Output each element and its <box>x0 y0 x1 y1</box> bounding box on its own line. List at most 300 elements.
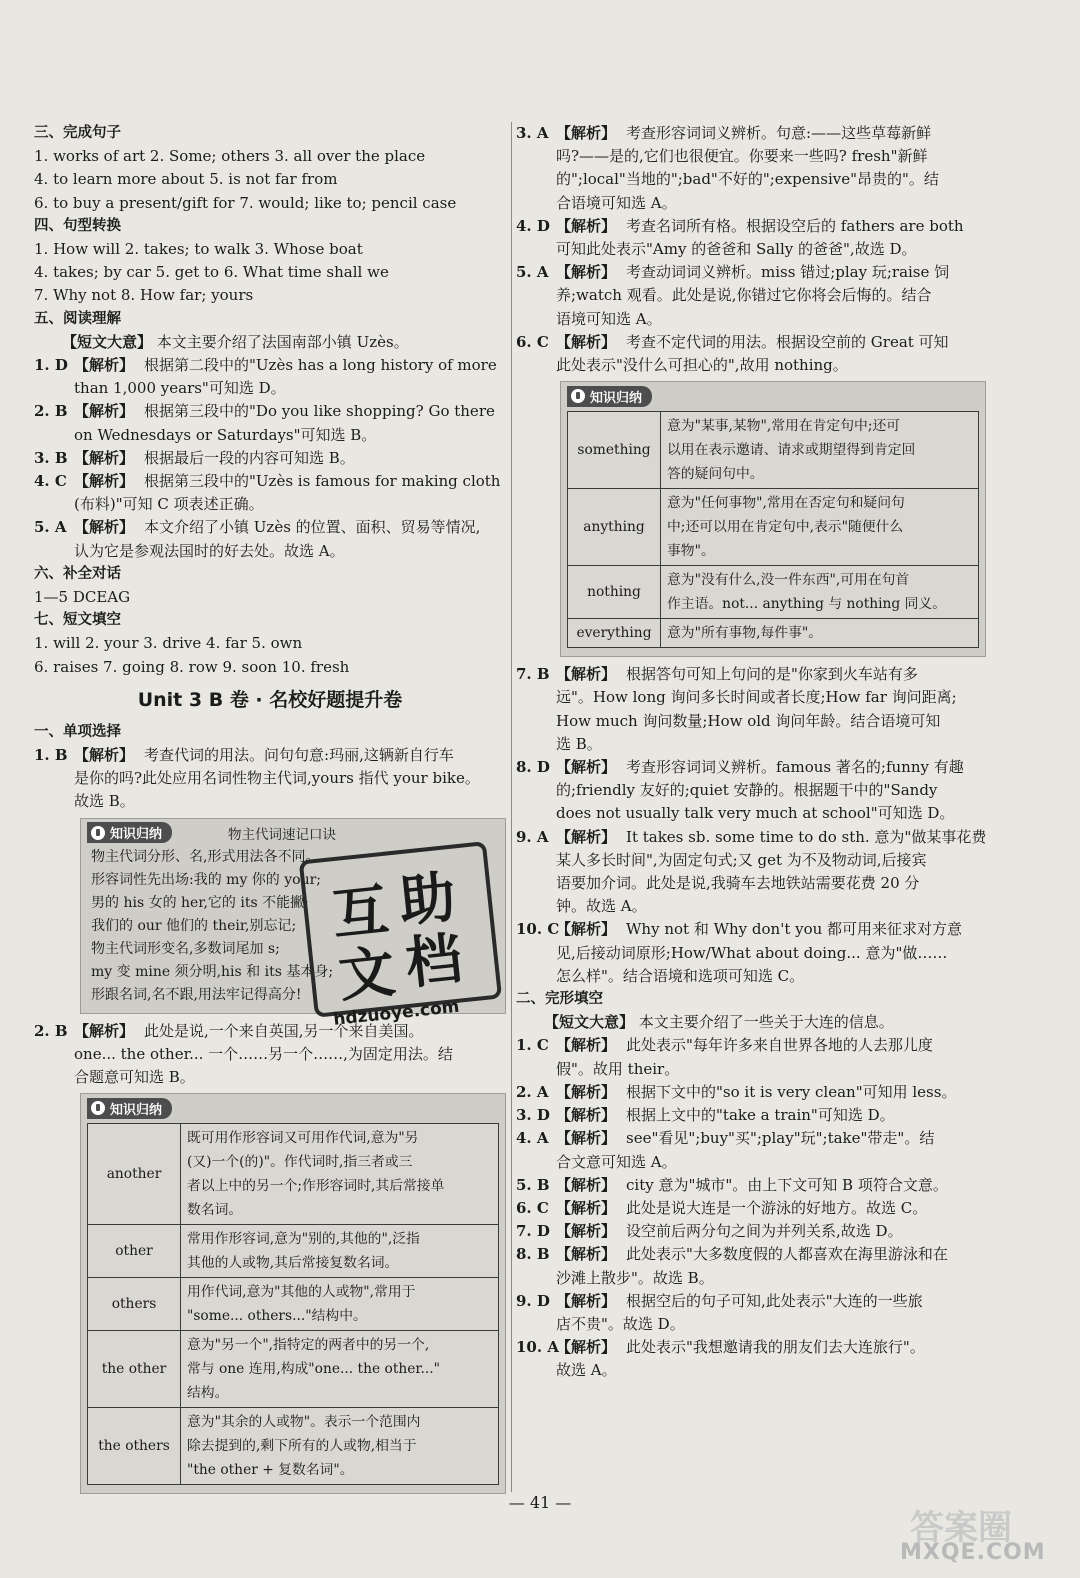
table-desc <box>661 412 979 489</box>
answer-line: 6. raises 7. going 8. row 9. soon 10. fresh <box>34 657 350 676</box>
question-line <box>34 1043 506 1066</box>
question-line <box>516 1243 986 1266</box>
question-text <box>556 145 986 168</box>
table-desc <box>181 1225 499 1278</box>
question-text <box>74 447 506 470</box>
question-text <box>556 1290 986 1313</box>
watermark-title: 答案圈 <box>910 1508 1012 1548</box>
table-desc-line: 者以上中的另一个;作形容词时,其后常接单 <box>187 1178 445 1195</box>
question-text <box>556 1197 986 1220</box>
explanation-text: 此处表示"每年许多来自世界各地的人去那儿度 <box>626 1036 933 1055</box>
analysis-tag: 【解析】 <box>556 665 617 684</box>
table-row <box>88 1408 499 1485</box>
table-desc-line: 结构。 <box>187 1385 229 1402</box>
watermark-site: MXQE.COM <box>900 1540 1046 1565</box>
question-line <box>516 1359 986 1382</box>
mnemonic-line: 物主代词分形、名,形式用法各不同。 <box>91 848 320 865</box>
table-key: another <box>88 1124 181 1225</box>
explanation-text: 养;watch 观看。此处是说,你错过它你将会后悔的。结合 <box>556 286 932 305</box>
explanation-text: 根据上文中的"take a train"可知选 D。 <box>626 1106 895 1125</box>
analysis-tag: 【解析】 <box>74 518 135 537</box>
question-line <box>516 1151 986 1174</box>
explanation-text: 故选 A。 <box>556 1361 617 1380</box>
explanation-text: 是你的吗?此处应用名词性物主代词,yours 指代 your bike。 <box>74 769 480 788</box>
question-line <box>34 424 506 447</box>
question-line <box>34 447 506 470</box>
explanation-text: How much 询问数量;How old 询问年龄。结合语境可知 <box>556 711 941 730</box>
explanation-text: on Wednesdays or Saturdays"可知选 B。 <box>74 425 377 444</box>
watermark-logo <box>900 1500 1070 1570</box>
question-line <box>516 261 986 284</box>
question-line <box>516 308 986 331</box>
question-text <box>556 1034 986 1057</box>
question-line <box>516 1336 986 1359</box>
analysis-tag: 【解析】 <box>556 124 617 142</box>
question-number <box>516 192 556 215</box>
analysis-tag: 【解析】 <box>556 1106 617 1125</box>
question-number: 5. B <box>516 1175 550 1194</box>
question-text <box>556 686 986 709</box>
section-heading: 二、完形填空 <box>516 991 603 1008</box>
question-text <box>74 493 506 516</box>
explanation-text: 此处是说大连是一个游泳的好地方。故选 C。 <box>626 1198 928 1217</box>
explanation-text: It takes sb. some time to do sth. 意为"做某事花费 <box>626 827 986 846</box>
question-item <box>516 261 986 331</box>
explanation-text: 吗?——是的,它们也很便宜。你要来一些吗? fresh"新鲜 <box>556 147 928 166</box>
question-item <box>516 1220 986 1243</box>
question-number <box>516 779 556 802</box>
stamp-char: 互 <box>329 877 392 949</box>
explanation-text: 根据下文中的"so it is very clean"可知用 less。 <box>626 1082 957 1101</box>
question-text <box>74 400 506 423</box>
question-line <box>34 540 506 563</box>
question-number <box>516 1058 556 1081</box>
answer-line: 1. works of art 2. Some; others 3. all over the place <box>34 147 426 166</box>
question-item <box>516 1243 986 1289</box>
question-item <box>34 400 506 446</box>
question-line <box>34 790 506 813</box>
question-number <box>516 1151 556 1174</box>
question-line <box>34 744 506 767</box>
summary-text: 本文主要介绍了一些关于大连的信息。 <box>638 1013 894 1032</box>
question-line <box>516 779 986 802</box>
analysis-tag: 【解析】 <box>556 827 617 846</box>
knowledge-label-text: 知识归纳 <box>590 390 643 406</box>
question-number <box>516 238 556 261</box>
lightbulb-icon <box>91 826 105 840</box>
question-number: 5. A <box>516 263 549 282</box>
lightbulb-icon <box>91 1101 105 1115</box>
knowledge-table <box>567 411 979 648</box>
question-line <box>34 493 506 516</box>
explanation-text: one... the other... 一个……另一个……,为固定用法。结 <box>74 1044 453 1063</box>
section-heading: 三、完成句子 <box>34 125 121 141</box>
answer-line: 1. will 2. your 3. drive 4. far 5. own <box>34 634 303 653</box>
knowledge-box <box>80 1093 506 1494</box>
stamp-url: hdzuoye.com <box>332 996 461 1030</box>
answer-line: 4. takes; by car 5. get to 6. What time shall we <box>34 263 389 282</box>
question-text <box>74 516 506 539</box>
knowledge-label-text: 知识归纳 <box>110 1102 163 1118</box>
question-line <box>516 168 986 191</box>
table-desc <box>181 1278 499 1331</box>
question-text <box>74 1043 506 1066</box>
question-text <box>74 424 506 447</box>
summary-line <box>516 1011 986 1034</box>
question-text <box>556 965 986 988</box>
knowledge-label-text: 知识归纳 <box>110 827 163 843</box>
stamp-char: 助 <box>396 864 459 936</box>
table-desc-line: 意为"另一个",指特定的两者中的另一个, <box>187 1337 430 1354</box>
question-item <box>34 470 506 516</box>
box-header <box>81 1094 505 1119</box>
explanation-text: 考查形容词词义辨析。famous 著名的;funny 有趣 <box>626 758 964 777</box>
table-desc-line: 答的疑问句中。 <box>667 466 764 483</box>
table-desc <box>181 1331 499 1408</box>
stamp-char: 文 <box>335 939 399 1010</box>
knowledge-label <box>567 386 652 407</box>
explanation-text: 语要加介词。此处是说,我骑车去地铁站需要花费 20 分 <box>556 874 920 893</box>
mnemonic-line: 男的 his 女的 her,它的 its 不能撇; <box>91 894 309 911</box>
table-desc <box>181 1124 499 1225</box>
question-text <box>556 284 986 307</box>
explanation-text: 可知此处表示"Amy 的爸爸和 Sally 的爸爸",故选 D。 <box>556 240 917 259</box>
table-desc-line: (又)一个(的)"。作代词时,指三者或三 <box>187 1154 413 1171</box>
explanation-text: 钟。故选 A。 <box>556 897 647 916</box>
question-text <box>74 767 506 790</box>
question-text <box>74 354 506 377</box>
question-text <box>556 331 986 354</box>
explanation-text: 根据第二段中的"Uzès has a long history of more <box>144 356 497 375</box>
question-line <box>34 516 506 539</box>
explanation-text: 根据第三段中的"Uzès is famous for making cloth <box>144 472 501 491</box>
explanation-text: city 意为"城市"。由上下文可知 B 项符合文意。 <box>626 1175 948 1194</box>
question-number: 1. C <box>516 1036 549 1055</box>
question-number <box>516 710 556 733</box>
analysis-tag: 【解析】 <box>74 356 135 375</box>
question-line <box>34 470 506 493</box>
table-desc-line: 常用作形容词,意为"别的,其他的",泛指 <box>187 1231 420 1248</box>
table-key: the other <box>88 1331 181 1408</box>
table-desc-line: 事物"。 <box>667 543 715 560</box>
question-number <box>516 308 556 331</box>
question-text <box>556 1151 986 1174</box>
question-number: 3. D <box>516 1106 550 1125</box>
question-item <box>516 1104 986 1127</box>
question-item <box>516 1290 986 1336</box>
question-text <box>556 1267 986 1290</box>
question-text <box>556 733 986 756</box>
question-line <box>516 1034 986 1057</box>
question-number: 8. B <box>516 1245 550 1264</box>
question-item <box>34 354 506 400</box>
left-column <box>34 122 506 1500</box>
analysis-tag: 【解析】 <box>556 1129 617 1148</box>
explanation-text: 合文意可知选 A。 <box>556 1152 677 1171</box>
table-key: something <box>568 412 661 489</box>
table-desc-line: 意为"某事,某物",常用在肯定句中;还可 <box>667 418 901 435</box>
question-item <box>516 215 986 261</box>
answer-line: 6. to buy a present/gift for 7. would; like to; pencil case <box>34 193 457 212</box>
table-desc <box>661 619 979 648</box>
table-desc-line: 既可用作形容词又可用作代词,意为"另 <box>187 1130 419 1147</box>
explanation-text: 此处表示"我想邀请我的朋友们去大连旅行"。 <box>626 1338 925 1357</box>
analysis-tag: 【解析】 <box>556 216 617 235</box>
question-number <box>34 790 74 813</box>
mnemonic-line: my 变 mine 须分明,his 和 its 基本身; <box>91 963 334 980</box>
summary-tag: 【短文大意】 <box>62 332 153 351</box>
explanation-text: 此处是说,一个来自英国,另一个来自美国。 <box>144 1021 424 1040</box>
table-desc-line: "some... others..."结构中。 <box>187 1308 367 1325</box>
explanation-text: 怎么样"。结合语境和选项可知选 C。 <box>556 966 805 985</box>
explanation-text: 的;friendly 友好的;quiet 安静的。根据题干中的"Sandy <box>556 781 938 800</box>
question-number: 2. B <box>34 402 68 421</box>
analysis-tag: 【解析】 <box>556 1082 617 1101</box>
explanation-text: 认为它是参观法国时的好去处。故选 A。 <box>74 541 345 560</box>
question-number <box>516 802 556 825</box>
question-line <box>516 1127 986 1150</box>
explanation-text: 故选 B。 <box>74 792 135 811</box>
question-number: 6. C <box>516 1198 549 1217</box>
question-item <box>516 122 986 215</box>
question-text <box>556 1313 986 1336</box>
question-number <box>516 145 556 168</box>
table-row <box>88 1331 499 1408</box>
explanation-text: 考查动词词义辨析。miss 错过;play 玩;raise 饲 <box>626 263 950 282</box>
page-number: — 41 — <box>508 1493 572 1512</box>
explanation-text: 沙滩上散步"。故选 B。 <box>556 1268 714 1287</box>
question-number: 9. A <box>516 827 549 846</box>
table-desc <box>181 1408 499 1485</box>
question-text <box>556 308 986 331</box>
question-number: 7. B <box>516 665 550 684</box>
question-number <box>516 168 556 191</box>
question-number <box>34 540 74 563</box>
explanation-text: 此处表示"没什么可担心的",故用 nothing。 <box>556 356 848 375</box>
question-text <box>74 790 506 813</box>
question-item <box>34 447 506 470</box>
question-number: 1. B <box>34 746 68 765</box>
question-text <box>556 261 986 284</box>
question-line <box>34 377 506 400</box>
question-text <box>556 942 986 965</box>
table-key: nothing <box>568 566 661 619</box>
table-desc-line: 除去提到的,剩下所有的人或物,相当于 <box>187 1438 417 1455</box>
question-line <box>516 1174 986 1197</box>
table-desc-line: 用作代词,意为"其他的人或物",常用于 <box>187 1284 416 1301</box>
section-heading: 七、短文填空 <box>34 612 121 629</box>
table-row <box>88 1278 499 1331</box>
question-text <box>556 1243 986 1266</box>
explanation-text: 合题意可知选 B。 <box>74 1068 195 1087</box>
explanation-text: 某人多长时间",为固定句式;又 get 为不及物动词,后接宾 <box>556 850 927 869</box>
table-key: other <box>88 1225 181 1278</box>
analysis-tag: 【解析】 <box>556 1036 617 1055</box>
analysis-tag: 【解析】 <box>556 332 617 351</box>
question-text <box>556 895 986 918</box>
section-heading: 一、单项选择 <box>34 723 121 740</box>
table-key: others <box>88 1278 181 1331</box>
question-text <box>556 1058 986 1081</box>
table-desc-line: 作主语。not... anything 与 nothing 同义。 <box>667 596 947 613</box>
table-desc-line: 其他的人或物,其后常接复数名词。 <box>187 1255 399 1272</box>
stamp-char: 档 <box>402 926 466 997</box>
question-line <box>516 1220 986 1243</box>
question-line <box>516 1313 986 1336</box>
question-item <box>34 516 506 562</box>
question-number <box>34 377 74 400</box>
question-line <box>516 1104 986 1127</box>
explanation-text: 见,后接动词原形;How/What about doing... 意为"做…… <box>556 943 948 962</box>
question-number <box>516 686 556 709</box>
question-line <box>516 802 986 825</box>
explanation-text: 设空前后两分句之间为并列关系,故选 D。 <box>626 1222 903 1241</box>
section-heading: 六、补全对话 <box>34 565 121 582</box>
analysis-tag: 【解析】 <box>74 448 135 467</box>
explanation-text: 考查名词所有格。根据设空后的 fathers are both <box>626 216 964 235</box>
question-text <box>74 377 506 400</box>
question-number: 2. A <box>516 1082 549 1101</box>
table-desc-line: 常与 one 连用,构成"one... the other..." <box>187 1361 441 1378</box>
mnemonic-line: 物主代词形变名,多数词尾加 s; <box>91 940 280 957</box>
question-line <box>516 1267 986 1290</box>
question-line <box>516 826 986 849</box>
right-column <box>516 122 986 1383</box>
question-number: 6. C <box>516 332 549 351</box>
question-number <box>516 1313 556 1336</box>
question-text <box>556 710 986 733</box>
explanation-text: 选 B。 <box>556 734 602 753</box>
question-line <box>34 400 506 423</box>
question-text <box>556 779 986 802</box>
question-line <box>34 767 506 790</box>
knowledge-label <box>87 822 172 843</box>
answer-line: 7. Why not 8. How far; yours <box>34 286 254 305</box>
table-row <box>568 412 979 489</box>
analysis-tag: 【解析】 <box>74 1021 135 1040</box>
explanation-text: 考查代词的用法。问句句意:玛丽,这辆新自行车 <box>144 746 454 765</box>
question-line <box>516 1081 986 1104</box>
question-text <box>556 849 986 872</box>
explanation-text: Why not 和 Why don't you 都可用来征求对方意 <box>626 920 963 939</box>
table-key: anything <box>568 489 661 566</box>
explanation-text: 根据最后一段的内容可知选 B。 <box>144 448 355 467</box>
answer-line: 4. to learn more about 5. is not far from <box>34 170 338 189</box>
question-number <box>516 1359 556 1382</box>
table-row <box>88 1225 499 1278</box>
explanation-text: 店不贵"。故选 D。 <box>556 1314 685 1333</box>
question-line <box>516 1058 986 1081</box>
question-number: 7. D <box>516 1222 550 1241</box>
question-text <box>74 744 506 767</box>
question-line <box>516 756 986 779</box>
knowledge-box-wrap <box>560 381 986 657</box>
question-text <box>74 540 506 563</box>
explanation-text: 考查不定代词的用法。根据设空前的 Great 可知 <box>626 332 949 351</box>
question-text <box>556 122 986 145</box>
question-text <box>556 1081 986 1104</box>
mnemonic-line: 形跟名词,名不跟,用法牢记得高分! <box>91 986 302 1003</box>
analysis-tag: 【解析】 <box>556 1222 617 1241</box>
summary-text: 本文主要介绍了法国南部小镇 Uzès。 <box>156 332 409 351</box>
question-item <box>516 1336 986 1382</box>
question-number: 9. D <box>516 1291 550 1310</box>
question-line <box>516 895 986 918</box>
question-line <box>516 238 986 261</box>
question-text <box>74 470 506 493</box>
question-text <box>556 756 986 779</box>
explanation-text: than 1,000 years"可知选 D。 <box>74 379 286 398</box>
question-text <box>556 354 986 377</box>
question-number <box>34 767 74 790</box>
question-number <box>516 849 556 872</box>
explanation-text: 合语境可知选 A。 <box>556 193 677 212</box>
table-desc-line: "the other + 复数名词"。 <box>187 1462 354 1479</box>
table-desc-line: 意为"任何事物",常用在否定句和疑问句 <box>667 495 905 512</box>
question-line <box>516 331 986 354</box>
explanation-text: 本文介绍了小镇 Uzès 的位置、面积、贸易等情况, <box>144 518 481 537</box>
question-number: 5. A <box>34 518 67 537</box>
analysis-tag: 【解析】 <box>74 746 135 765</box>
question-number: 10. A <box>516 1338 559 1357</box>
unit-title: Unit 3 B 卷 · 名校好题提升卷 <box>137 688 403 711</box>
question-line <box>516 918 986 941</box>
question-text <box>556 238 986 261</box>
question-number <box>34 1043 74 1066</box>
table-desc-line: 中;还可以用在肯定句中,表示"随便什么 <box>667 519 904 536</box>
box-subtitle: 物主代词速记口诀 <box>228 826 337 843</box>
question-line <box>516 733 986 756</box>
question-line <box>516 710 986 733</box>
knowledge-box-wrap <box>80 1093 506 1494</box>
question-number <box>34 493 74 516</box>
table-desc-line: 意为"没有什么,没一件东西",可用在句首 <box>667 572 910 589</box>
analysis-tag: 【解析】 <box>556 1291 617 1310</box>
question-item <box>516 1034 986 1080</box>
explanation-text: see"看见";buy"买";play"玩";take"带走"。结 <box>626 1129 935 1148</box>
question-text <box>556 1336 986 1359</box>
question-text <box>74 1066 506 1089</box>
question-text <box>556 918 986 941</box>
question-item <box>34 744 506 814</box>
question-text <box>556 215 986 238</box>
knowledge-label <box>87 1098 172 1119</box>
question-text <box>556 1220 986 1243</box>
question-item <box>516 1127 986 1173</box>
table-desc-line: 以用在表示邀请、请求或期望得到肯定回 <box>667 442 916 459</box>
question-number <box>516 284 556 307</box>
analysis-tag: 【解析】 <box>556 1245 617 1264</box>
knowledge-table <box>87 1123 499 1485</box>
explanation-text: 假"。故用 their。 <box>556 1059 680 1078</box>
question-number: 4. A <box>516 1129 549 1148</box>
analysis-tag: 【解析】 <box>556 1175 617 1194</box>
lightbulb-icon <box>571 389 585 403</box>
question-number: 8. D <box>516 758 550 777</box>
table-key: the others <box>88 1408 181 1485</box>
explanation-text: does not usually talk very much at school"可知选 D。 <box>556 804 955 823</box>
question-text <box>556 1359 986 1382</box>
explanation-text: (布料)"可知 C 项表述正确。 <box>74 495 264 514</box>
mnemonic-line: 形容词性先出场:我的 my 你的 your; <box>91 871 322 888</box>
question-line <box>516 1197 986 1220</box>
table-desc-line: 意为"所有事物,每件事"。 <box>667 625 823 642</box>
question-number <box>516 872 556 895</box>
question-line <box>516 284 986 307</box>
analysis-tag: 【解析】 <box>74 472 135 491</box>
summary-line <box>34 331 506 354</box>
question-number <box>34 424 74 447</box>
